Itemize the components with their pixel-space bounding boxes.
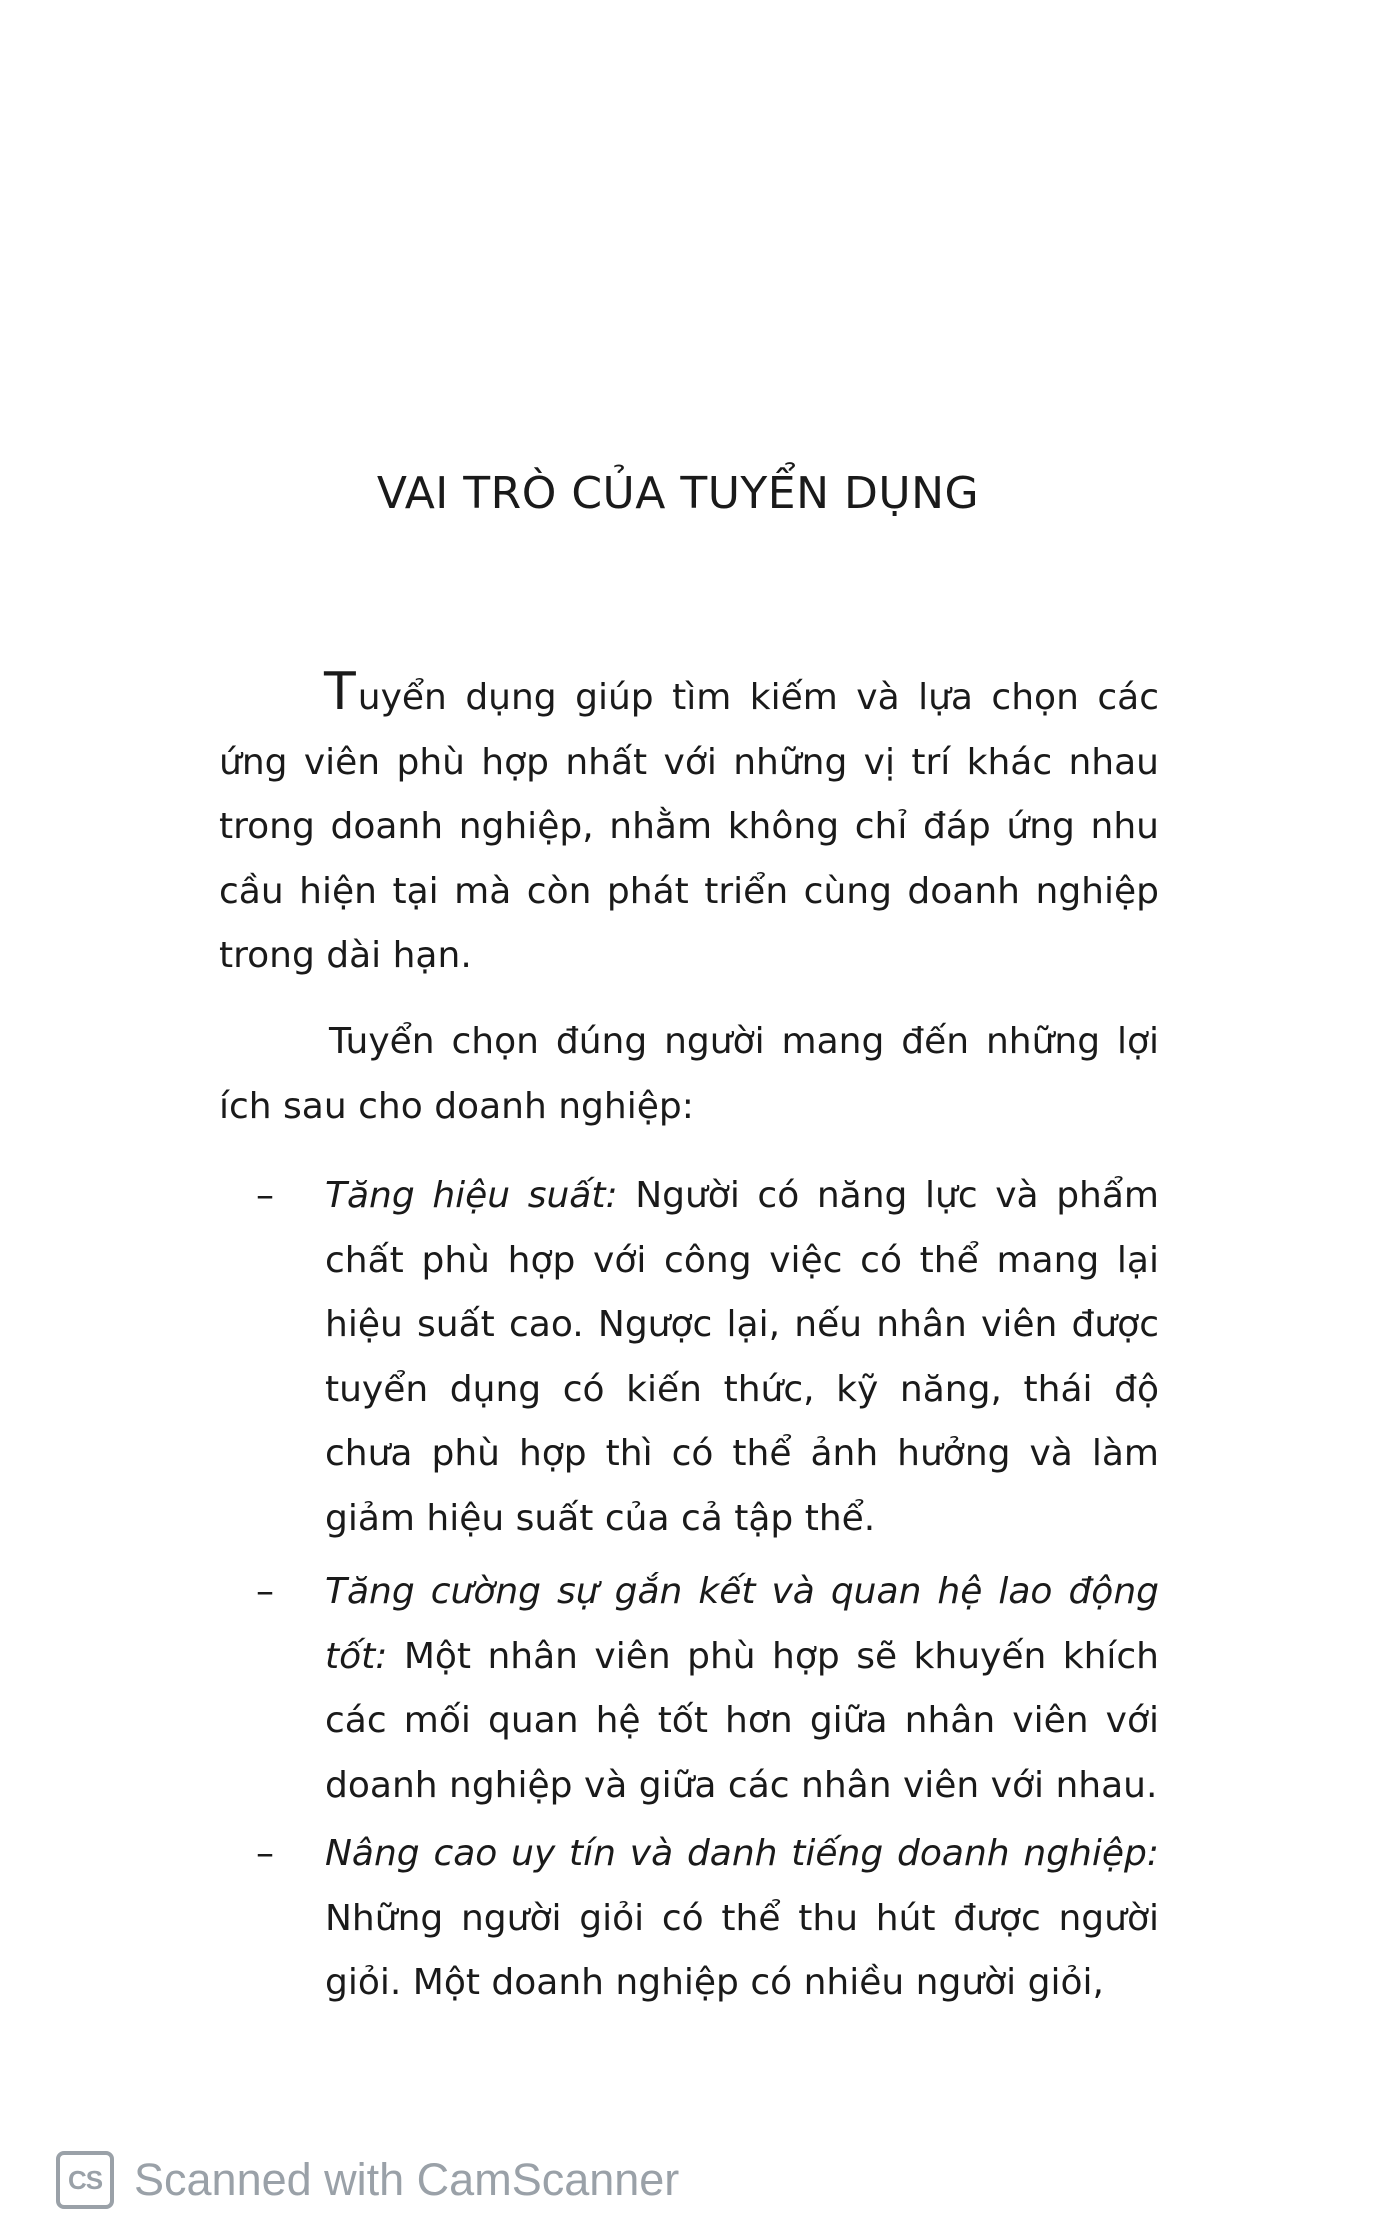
list-item-lead: Tăng hiệu suất: — [325, 1175, 618, 1216]
camscanner-watermark — [56, 2148, 679, 2212]
paragraph-1 — [219, 662, 1159, 989]
list-item-text: Một nhân viên phù hợp sẽ khuyến khích các mối quan hệ tốt hơn giữa nhân viên với doanh nghiệp và giữa các nhân viên với nhau. — [325, 1635, 1159, 1806]
list-item-text: Những người giỏi có thể thu hút được người giỏi. Một doanh nghiệp có nhiều người giỏi, — [325, 1897, 1159, 2003]
drop-cap: T — [324, 662, 356, 722]
bullet-dash: – — [256, 1571, 274, 1612]
list-item — [219, 1822, 1159, 2016]
paragraph-1-text: uyển dụng giúp tìm kiếm và lựa chọn các ứng viên phù hợp nhất với những vị trí khác nhau trong doanh nghiệp, nhằm không chỉ đáp ứng nhu cầu hiện tại mà còn phát triển cùng doanh nghiệp trong dài hạn. — [219, 677, 1159, 976]
list-item-text: Người có năng lực và phẩm chất phù hợp với công việc có thể mang lại hiệu suất cao. Ngược lại, nếu nhân viên được tuyển dụng có kiến thức, kỹ năng, thái độ chưa phù hợp thì có thể ảnh hưởng và làm giảm hiệu suất của cả tập thể. — [325, 1175, 1159, 1539]
bullet-dash: – — [256, 1833, 274, 1874]
list-item — [219, 1560, 1159, 1818]
list-item-lead: Tăng cường sự gắn kết và quan hệ lao động tốt: — [325, 1571, 1159, 1677]
list-item-content — [325, 1164, 1159, 1551]
list-item-content — [325, 1822, 1159, 2016]
list-item — [219, 1164, 1159, 1551]
bullet-dash: – — [256, 1175, 274, 1216]
paragraph-2-text: Tuyển chọn đúng người mang đến những lợi ích sau cho doanh nghiệp: — [219, 1021, 1159, 1127]
list-item-content — [325, 1560, 1159, 1818]
camscanner-logo-icon: CS — [56, 2151, 114, 2209]
list-item-lead: Nâng cao uy tín và danh tiếng doanh nghiệp: — [325, 1833, 1159, 1874]
section-title: VAI TRÒ CỦA TUYỂN DỤNG — [376, 468, 980, 519]
paragraph-2 — [219, 1010, 1159, 1139]
watermark-text: Scanned with CamScanner — [134, 2154, 680, 2205]
